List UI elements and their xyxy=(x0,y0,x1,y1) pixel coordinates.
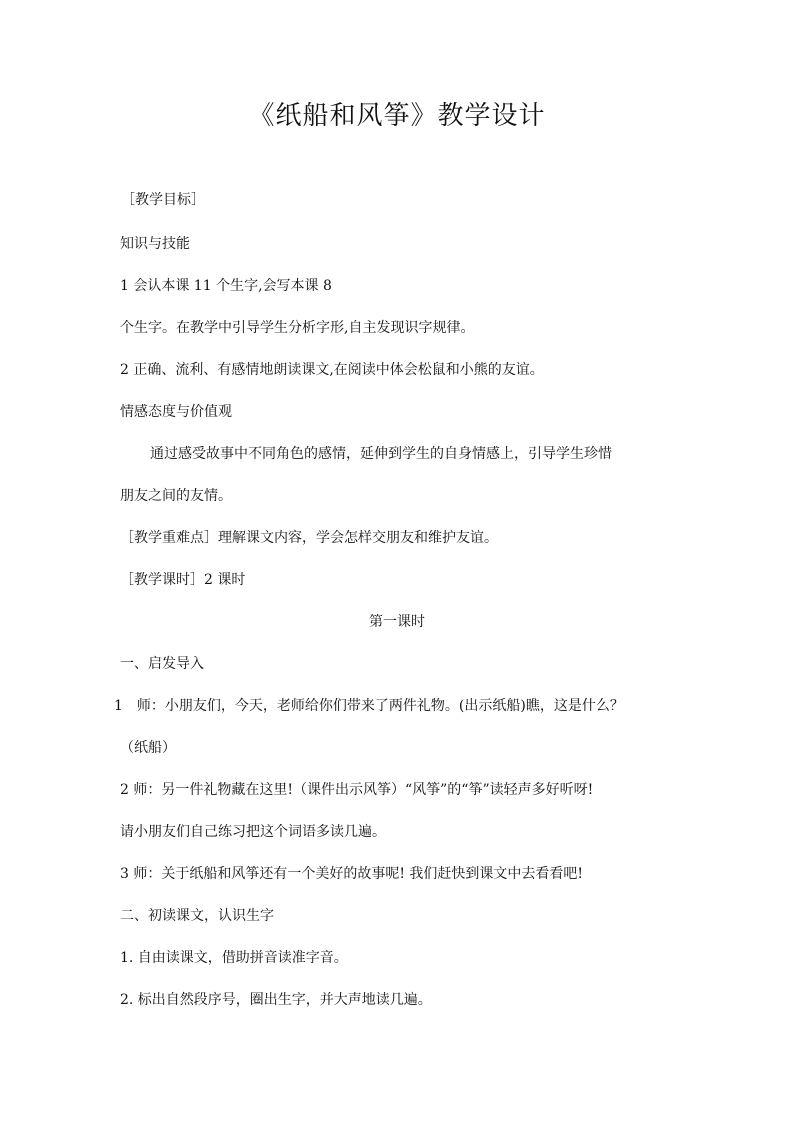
paragraph-line: 2 正确、流利、有感情地朗读课文,在阅读中体会松鼠和小熊的友谊。 xyxy=(120,362,544,378)
step-heading-introduction: 一、启发导入 xyxy=(120,656,204,672)
paragraph-line: 2 师：另一件礼物藏在这里!（课件出示风筝）“风筝”的“筝”读轻声多好听呀! xyxy=(120,782,594,798)
paragraph-line: 朋友之间的友情。 xyxy=(120,488,232,504)
lesson-period-heading: 第一课时 xyxy=(369,614,425,630)
paragraph-line: （纸船） xyxy=(120,740,176,756)
paragraph-line: 1. 自由读课文，借助拼音读准字音。 xyxy=(120,950,348,966)
section-heading-objectives: ［教学目标］ xyxy=(121,192,205,208)
paragraph-line: 3 师：关于纸船和风筝还有一个美好的故事呢! 我们赶快到课文中去看看吧! xyxy=(120,866,584,882)
step-heading-first-reading: 二、初读课文，认识生字 xyxy=(120,908,274,924)
document-title: 《纸船和风筝》教学设计 xyxy=(248,101,546,131)
paragraph-line: 请小朋友们自己练习把这个词语多读几遍。 xyxy=(120,824,386,840)
paragraph-line: 1 师：小朋友们，今天，老师给你们带来了两件礼物。(出示纸船)瞧，这是什么？ xyxy=(114,698,624,714)
paragraph-line: 1 会认本课 11 个生字,会写本课 8 xyxy=(120,278,332,294)
paragraph-line: 通过感受故事中不同角色的感情，延伸到学生的自身情感上，引导学生珍惜 xyxy=(150,446,612,462)
subheading-emotion-values: 情感态度与价值观 xyxy=(120,404,232,420)
subheading-knowledge-skills: 知识与技能 xyxy=(120,236,190,252)
paragraph-line: 个生字。在教学中引导学生分析字形,自主发现识字规律。 xyxy=(120,320,475,336)
section-heading-periods: ［教学课时］2 课时 xyxy=(120,572,246,588)
section-heading-key-points: ［教学重难点］理解课文内容，学会怎样交朋友和维护友谊。 xyxy=(120,530,498,546)
paragraph-line: 2. 标出自然段序号，圈出生字，并大声地读几遍。 xyxy=(120,992,432,1008)
